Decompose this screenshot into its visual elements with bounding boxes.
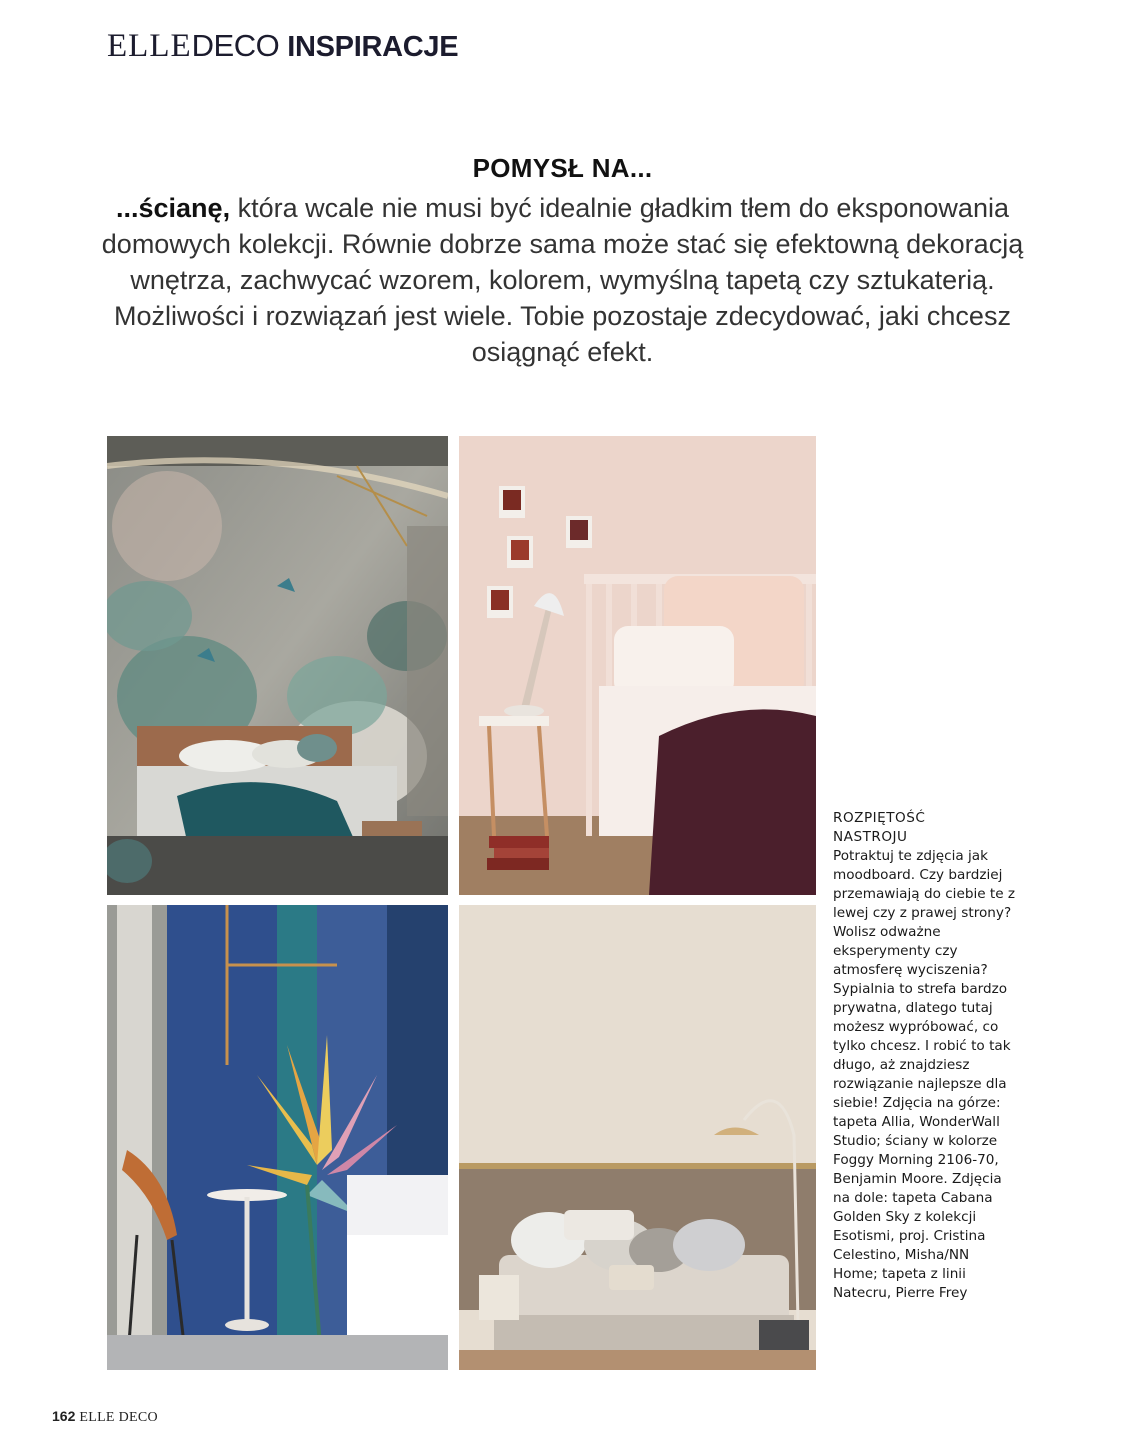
headline: POMYSŁ NA... — [472, 153, 653, 183]
sidebar-body: Potraktuj te zdjęcia jak moodboard. Czy bardziej przemawiają do ciebie te z lewej czy z prawej strony? Wolisz odważne eksperymenty czy atmosferę wyciszenia? Sypialnia to strefa bardzo prywatna, dlatego tutaj możesz wypróbować, co tylko chcesz. I robić to tak długo, aż znajdziesz rozwiązanie najlepsze dla siebie! Zdjęcia na górze: tapeta Allia, WonderWall Studio; ściany w kolorze Foggy Morning 2106-70, Benjamin Moore. Zdjęcia na dole: tapeta Cabana Golden Sky z kolekcji Esotismi, proj. Cristina Celestino, Misha/NN Home; tapeta z linii Natecru, Pierre Frey — [833, 848, 1016, 1301]
photo-pink-bedroom — [459, 436, 816, 895]
masthead-brand: ELLE — [107, 28, 192, 64]
page-number: 162 — [52, 1408, 76, 1424]
masthead-section: INSPIRACJE — [287, 31, 459, 63]
masthead — [107, 28, 458, 68]
folio-magazine: ELLE DECO — [79, 1410, 158, 1425]
sidebar-title-line1: ROZPIĘTOŚĆ — [833, 810, 926, 826]
photo-tropical-wallpaper — [107, 905, 448, 1370]
intro-paragraph — [90, 190, 1035, 370]
photo-floral-bedroom — [107, 436, 448, 895]
intro-lead: ...ścianę, — [116, 193, 231, 223]
page-folio — [52, 1408, 158, 1426]
intro-body: która wcale nie musi być idealnie gładkim tłem do eksponowania domowych kolekcji. Równie dobrze sama może stać się efektowną dekoracją wnętrza, zachwycać wzorem, kolorem, wymyślną tapetą czy sztukaterią. Możliwości i rozwiązań jest wiele. Tobie pozostaje zdecydować, jaki chcesz osiągnąć efekt. — [101, 193, 1024, 367]
sidebar-caption — [833, 809, 1018, 1303]
photo-beige-textured-wall — [459, 905, 816, 1370]
masthead-sub: DECO — [191, 28, 280, 63]
sidebar-title-line2: NASTROJU — [833, 829, 908, 845]
